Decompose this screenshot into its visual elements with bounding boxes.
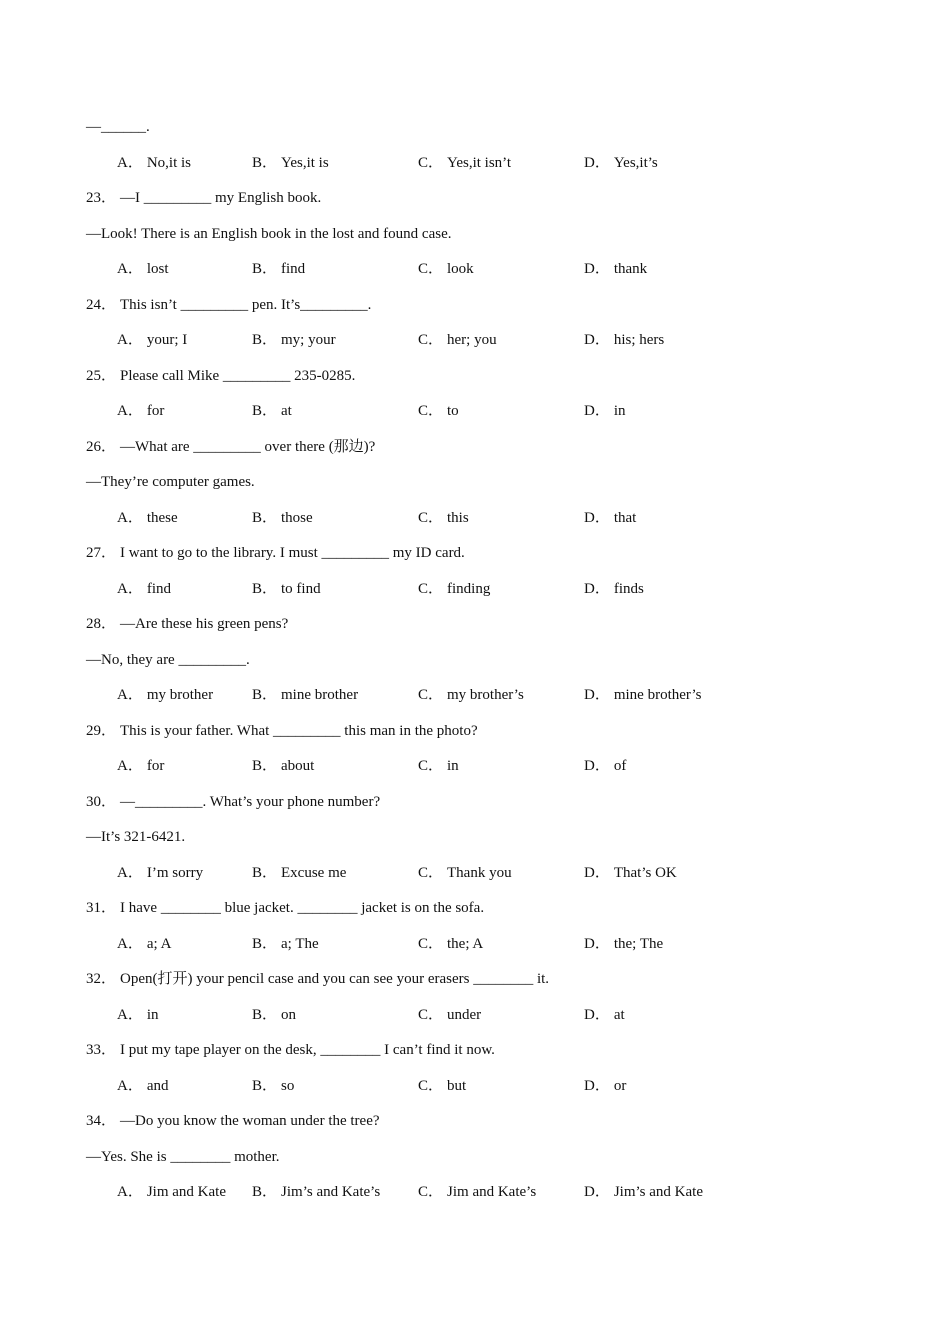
answer-options [117,259,817,279]
option-text: Yes,it’s [613,155,658,171]
option-letter: C． [418,1007,444,1023]
option-letter: C． [418,687,444,703]
question-number: 25． [86,368,117,384]
option-text: or [613,1078,627,1094]
option-letter: B． [252,332,278,348]
option-a [117,685,213,705]
option-text: the; A [447,936,484,952]
option-c [418,934,483,954]
option-letter: D． [584,510,610,526]
option-letter: D． [584,332,610,348]
option-text: in [146,1007,159,1023]
answer-options [117,863,817,883]
option-text: Excuse me [281,865,347,881]
dialogue-line: —They’re computer games. [86,474,255,490]
option-letter: D． [584,1078,610,1094]
option-d [584,863,677,883]
option-b [252,863,346,883]
question-text: —_________. What’s your phone number? [120,794,381,810]
option-b [252,685,358,705]
option-c [418,1076,466,1096]
question-text: I want to go to the library. I must _________ my ID card. [120,545,465,561]
option-letter: A． [117,581,143,597]
question-stem [86,721,478,741]
option-a [117,1005,159,1025]
option-letter: D． [584,581,610,597]
option-letter: C． [418,403,444,419]
option-letter: C． [418,1078,444,1094]
option-text: Yes,it isn’t [447,155,512,171]
option-letter: C． [418,155,444,171]
option-b [252,579,321,599]
option-b [252,330,336,350]
option-c [418,1005,481,1025]
option-text: this [447,510,469,526]
option-c [418,508,469,528]
answer-options [117,1005,817,1025]
option-text: to [447,403,459,419]
answer-options [117,153,817,173]
dialogue-line: —Yes. She is ________ mother. [86,1149,280,1165]
option-a [117,508,178,528]
option-b [252,508,313,528]
option-d [584,401,626,421]
question-number: 32． [86,971,117,987]
option-text: on [281,1007,297,1023]
option-d [584,579,644,599]
answer-options [117,508,817,528]
question-number: 24． [86,297,117,313]
option-b [252,1005,296,1025]
option-a [117,259,169,279]
option-text: about [281,758,315,774]
option-letter: B． [252,155,278,171]
option-letter: A． [117,261,143,277]
question-number: 27． [86,545,117,561]
option-d [584,508,636,528]
answer-options [117,579,817,599]
option-letter: D． [584,1184,610,1200]
option-letter: A． [117,1078,143,1094]
option-text: my brother’s [447,687,524,703]
option-text: my brother [146,687,214,703]
option-text: of [613,758,627,774]
option-text: Thank you [447,865,512,881]
question-text: This is your father. What _________ this man in the photo? [120,723,478,739]
question-text: This isn’t _________ pen. It’s_________. [120,297,372,313]
option-d [584,153,658,173]
option-text: for [146,758,165,774]
option-a [117,934,171,954]
option-letter: A． [117,332,143,348]
option-text: thank [613,261,648,277]
option-letter: C． [418,758,444,774]
option-text: a; A [146,936,172,952]
option-letter: C． [418,865,444,881]
option-letter: A． [117,1007,143,1023]
option-text: those [281,510,313,526]
option-text: Jim and Kate [146,1184,226,1200]
option-letter: B． [252,758,278,774]
option-letter: B． [252,687,278,703]
option-text: find [146,581,172,597]
option-text: and [146,1078,169,1094]
option-text: finding [447,581,491,597]
option-letter: B． [252,1007,278,1023]
option-text: That’s OK [613,865,677,881]
question-stem [86,898,484,918]
option-a [117,330,187,350]
option-letter: C． [418,581,444,597]
option-letter: C． [418,510,444,526]
option-a [117,863,203,883]
option-letter: D． [584,687,610,703]
option-c [418,685,524,705]
option-letter: C． [418,936,444,952]
option-b [252,934,319,954]
option-letter: D． [584,261,610,277]
option-letter: B． [252,581,278,597]
question-stem [86,366,355,386]
question-text: I have ________ blue jacket. ________ jacket is on the sofa. [120,900,485,916]
option-text: my; your [281,332,336,348]
option-c [418,401,459,421]
option-d [584,1076,626,1096]
option-d [584,1005,625,1025]
option-d [584,685,701,705]
option-letter: C． [418,261,444,277]
dialogue-line: —It’s 321-6421. [86,829,186,845]
option-a [117,1182,226,1202]
option-d [584,756,626,776]
option-letter: D． [584,865,610,881]
question-number: 29． [86,723,117,739]
question-text: —Are these his green pens? [120,616,289,632]
question-text: I put my tape player on the desk, ________ I can’t find it now. [120,1042,495,1058]
option-c [418,259,474,279]
option-b [252,401,292,421]
option-text: Jim’s and Kate [613,1184,703,1200]
question-stem [86,1111,380,1131]
question-number: 23． [86,190,117,206]
question-stem [86,614,288,634]
option-text: her; you [447,332,497,348]
question-number: 30． [86,794,117,810]
option-d [584,259,647,279]
question-number: 31． [86,900,117,916]
dialogue-line: —______. [86,119,150,135]
option-text: but [447,1078,467,1094]
dialogue-line: —No, they are _________. [86,652,250,668]
answer-options [117,401,817,421]
option-text: find [281,261,306,277]
question-stem [86,1040,495,1060]
option-letter: B． [252,865,278,881]
option-letter: C． [418,332,444,348]
option-letter: C． [418,1184,444,1200]
answer-options [117,685,817,705]
option-b [252,259,305,279]
option-a [117,756,164,776]
question-text: —Do you know the woman under the tree? [120,1113,380,1129]
option-text: to find [281,581,321,597]
question-stem [86,437,375,457]
option-letter: D． [584,936,610,952]
option-letter: A． [117,936,143,952]
question-text: Please call Mike _________ 235-0285. [120,368,356,384]
answer-options [117,934,817,954]
option-c [418,153,511,173]
option-d [584,330,664,350]
option-letter: A． [117,510,143,526]
question-text: —What are _________ over there (那边)? [120,439,376,455]
option-text: in [613,403,626,419]
question-stem [86,295,371,315]
option-c [418,756,459,776]
option-c [418,330,497,350]
option-letter: B． [252,403,278,419]
question-stem [86,188,321,208]
option-text: the; The [613,936,664,952]
option-a [117,153,191,173]
question-stem [86,969,549,989]
option-letter: B． [252,510,278,526]
option-text: mine brother’s [613,687,702,703]
option-c [418,579,490,599]
option-letter: B． [252,261,278,277]
option-text: No,it is [146,155,192,171]
option-d [584,934,663,954]
question-stem [86,543,465,563]
option-text: finds [613,581,644,597]
option-text: Jim’s and Kate’s [281,1184,381,1200]
option-text: so [281,1078,295,1094]
option-d [584,1182,703,1202]
option-text: in [447,758,459,774]
option-text: at [281,403,292,419]
option-a [117,401,164,421]
option-text: Jim and Kate’s [447,1184,537,1200]
option-text: lost [146,261,169,277]
question-text: —I _________ my English book. [120,190,322,206]
question-number: 28． [86,616,117,632]
option-c [418,1182,536,1202]
option-letter: B． [252,936,278,952]
option-letter: D． [584,758,610,774]
option-b [252,1182,380,1202]
option-text: a; The [281,936,319,952]
option-letter: A． [117,155,143,171]
option-a [117,1076,169,1096]
option-text: these [146,510,178,526]
option-a [117,579,171,599]
question-text: Open(打开) your pencil case and you can see your erasers ________ it. [120,971,550,987]
question-stem [86,792,380,812]
option-b [252,756,314,776]
option-text: Yes,it is [281,155,329,171]
option-text: your; I [146,332,188,348]
dialogue-line: —Look! There is an English book in the lost and found case. [86,226,452,242]
answer-options [117,1076,817,1096]
answer-options [117,1182,817,1202]
option-letter: A． [117,687,143,703]
question-number: 33． [86,1042,117,1058]
option-text: look [447,261,474,277]
option-letter: A． [117,403,143,419]
option-letter: D． [584,403,610,419]
option-c [418,863,512,883]
option-letter: A． [117,865,143,881]
option-text: I’m sorry [146,865,204,881]
option-b [252,153,329,173]
answer-options [117,756,817,776]
question-number: 34． [86,1113,117,1129]
option-text: mine brother [281,687,359,703]
question-number: 26． [86,439,117,455]
option-letter: A． [117,758,143,774]
option-letter: A． [117,1184,143,1200]
option-text: that [613,510,637,526]
option-b [252,1076,294,1096]
option-text: under [447,1007,482,1023]
option-letter: B． [252,1078,278,1094]
option-text: his; hers [613,332,665,348]
option-text: for [146,403,165,419]
option-text: at [613,1007,625,1023]
option-letter: B． [252,1184,278,1200]
answer-options [117,330,817,350]
option-letter: D． [584,1007,610,1023]
option-letter: D． [584,155,610,171]
